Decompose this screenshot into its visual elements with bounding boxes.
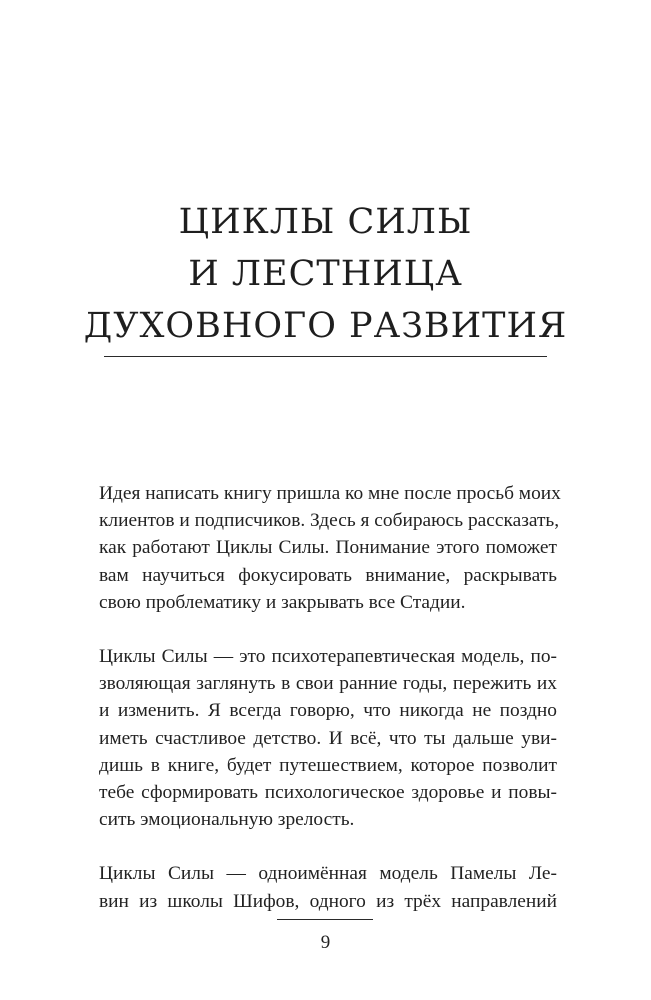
text-line: и изменить. Я всегда говорю, что никогда не поздно — [99, 700, 557, 722]
body-text — [99, 480, 561, 942]
text-line: Циклы Силы — одноимённая модель Памелы Ле- — [99, 863, 557, 885]
text-line: зволяющая заглянуть в свои ранние годы, пережить их — [99, 673, 557, 695]
text-line: клиентов и подписчиков. Здесь я собираюсь рассказать, — [99, 510, 560, 532]
chapter-title — [0, 196, 651, 352]
title-divider — [104, 356, 547, 357]
text-line: тебе сформировать психологическое здоровье и повы- — [99, 782, 557, 804]
text-line: сить эмоциональную зрелость. — [99, 809, 355, 831]
text-line: как работают Циклы Силы. Понимание этого поможет — [99, 537, 557, 559]
paragraph-1 — [99, 480, 561, 616]
text-line: Идея написать книгу пришла ко мне после просьб моих — [99, 483, 561, 504]
page-number: 9 — [320, 932, 331, 953]
text-line: дишь в книге, будет путешествием, которое позволит — [99, 754, 557, 776]
text-line: вам научиться фокусировать внимание, раскрывать — [99, 564, 557, 586]
paragraph-2 — [99, 643, 557, 833]
footer-divider — [277, 919, 373, 920]
chapter-title-line-1: ЦИКЛЫ СИЛЫ — [178, 202, 473, 242]
text-line: вин из школы Шифов, одного из трёх направлений — [99, 890, 557, 912]
text-line: Циклы Силы — это психотерапевтическая модель, по- — [99, 646, 557, 668]
text-line: иметь счастливое детство. И всё, что ты дальше уви- — [99, 727, 557, 749]
paragraph-3 — [99, 860, 557, 914]
chapter-title-line-3: ДУХОВНОГО РАЗВИТИЯ — [83, 306, 568, 346]
text-line: свою проблематику и закрывать все Стадии. — [99, 591, 466, 613]
chapter-title-line-2: И ЛЕСТНИЦА — [188, 254, 463, 294]
